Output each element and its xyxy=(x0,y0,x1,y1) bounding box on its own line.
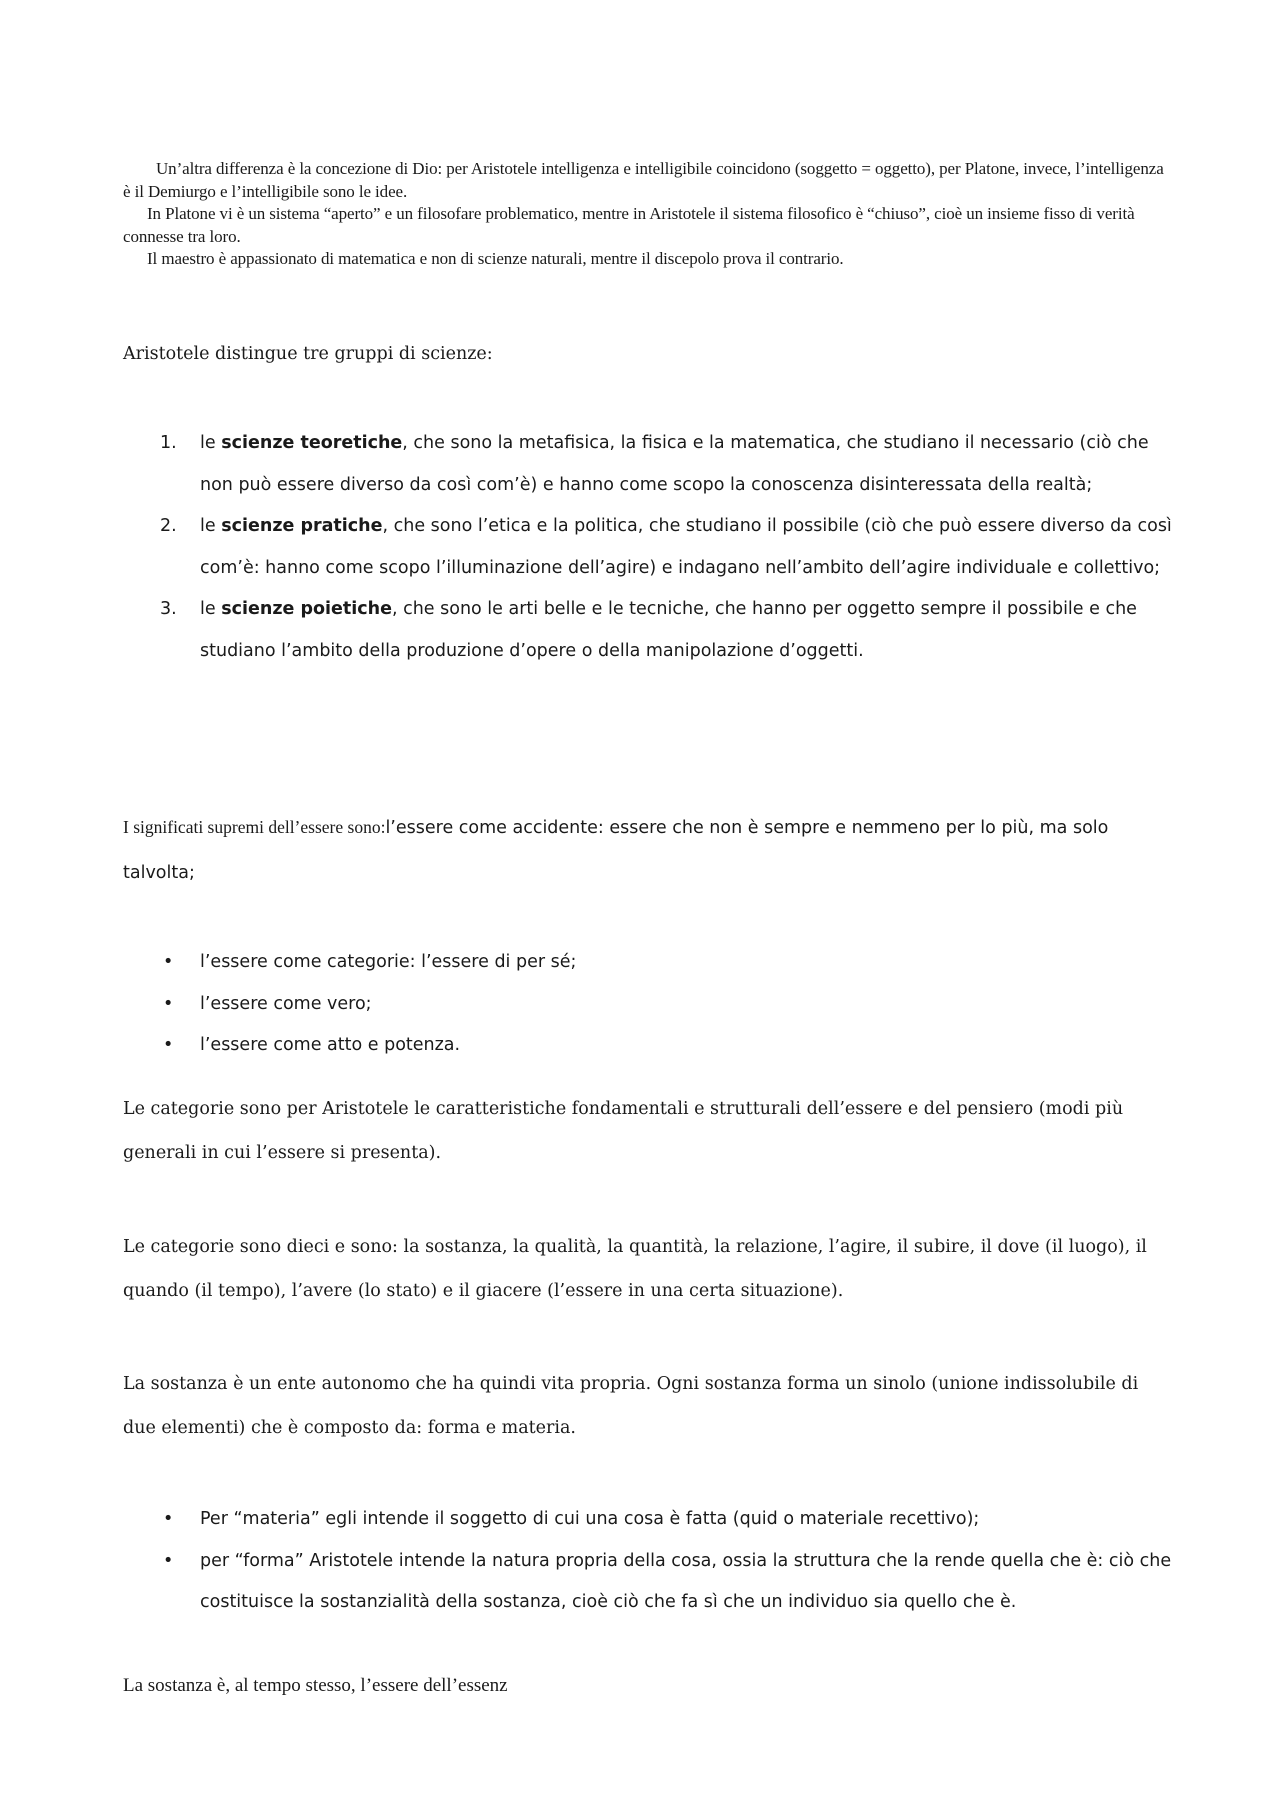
list-item-text: l’essere come vero; xyxy=(200,993,372,1014)
list-number: 2. xyxy=(160,516,177,536)
list-number: 1. xyxy=(160,433,177,453)
bullet-icon: • xyxy=(163,1035,174,1055)
list-item xyxy=(123,984,1173,1026)
significati-serif-part: I significati supremi dell’essere sono: xyxy=(123,817,386,837)
list-item-bold: scienze teoretiche xyxy=(221,433,403,453)
intro-paragraph-3: Il maestro è appassionato di matematica e non di scienze naturali, mentre il discepolo prova il contrario. xyxy=(147,249,844,268)
list-item xyxy=(123,1541,1173,1624)
list-item-text: l’essere come atto e potenza. xyxy=(200,1035,461,1055)
bullet-icon: • xyxy=(163,1550,174,1571)
significati-paragraph xyxy=(123,805,1173,895)
list-item-text: , che sono l’etica e la politica, che studiano il possibile (ciò che può essere diverso da così com’è: hanno come scopo l’illuminazione dell’agire) e indagano nell’ambito dell’agire individuale e collettivo; xyxy=(200,516,1172,578)
list-number: 3. xyxy=(160,599,177,619)
sostanza-text: La sostanza è un ente autonomo che ha quindi vita propria. Ogni sostanza forma un sinolo (unione indissolubile di due elementi) che è composto da: forma e materia. xyxy=(123,1374,1139,1438)
categorie-text-2: Le categorie sono dieci e sono: la sostanza, la qualità, la quantità, la relazione, l’agire, il subire, il dove (il luogo), il quando (il tempo), l’avere (lo stato) e il giacere (l’essere in una certa situazione). xyxy=(123,1237,1147,1301)
list-item-bold: scienze pratiche xyxy=(221,516,383,536)
list-item xyxy=(123,1499,1173,1541)
sostanza-paragraph xyxy=(123,1362,1173,1450)
sciences-heading xyxy=(123,334,1173,374)
bullet-icon: • xyxy=(163,952,174,972)
materia-forma-bullet-list xyxy=(123,1499,1173,1624)
bullet-icon: • xyxy=(163,1509,174,1529)
significati-sans-part: l’essere come accidente: essere che non è sempre e nemmeno per lo più, ma solo talvolta; xyxy=(123,818,1109,883)
categorie-paragraph-2 xyxy=(123,1225,1173,1313)
list-item-text: l’essere come categorie: l’essere di per sé; xyxy=(200,952,577,972)
list-item-text: , che sono le arti belle e le tecniche, che hanno per oggetto sempre il possibile e che studiano l’ambito della produzione d’opere o della manipolazione d’oggetti. xyxy=(200,599,1137,661)
list-item-prefix: le xyxy=(200,516,222,536)
list-item-bold: scienze poietiche xyxy=(221,599,392,619)
categorie-text-1: Le categorie sono per Aristotele le caratteristiche fondamentali e strutturali dell’essere e del pensiero (modi più generali in cui l’essere si presenta). xyxy=(123,1099,1124,1163)
list-item xyxy=(123,589,1173,672)
final-text: La sostanza è, al tempo stesso, l’essere dell’essenz xyxy=(123,1675,508,1696)
list-item-text: , che sono la metafisica, la fisica e la matematica, che studiano il necessario (ciò che non può essere diverso da così com’è) e hanno come scopo la conoscenza disinteressata della realtà; xyxy=(200,433,1149,495)
list-item-prefix: le xyxy=(200,599,222,619)
bullet-icon: • xyxy=(163,993,174,1014)
list-item xyxy=(123,423,1173,506)
sciences-heading-text: Aristotele distingue tre gruppi di scienze: xyxy=(123,344,493,364)
intro-paragraph-1: Un’altra differenza è la concezione di Dio: per Aristotele intelligenza e intelligibile coincidono (soggetto = oggetto), per Platone, invece, l’intelligenza è il Demiurgo e l’intelligibile sono le idee. xyxy=(123,159,1164,201)
sciences-list xyxy=(123,423,1173,672)
categorie-paragraph-1 xyxy=(123,1087,1173,1175)
list-item xyxy=(123,1025,1173,1067)
list-item-text: per “forma” Aristotele intende la natura propria della cosa, ossia la struttura che la rende quella che è: ciò che costituisce la sostanzialità della sostanza, cioè ciò che fa sì che un individuo sia quello che è. xyxy=(200,1550,1172,1612)
final-paragraph xyxy=(123,1664,1173,1708)
essere-bullet-list xyxy=(123,942,1173,1067)
significati-text xyxy=(123,805,1173,895)
list-item xyxy=(123,506,1173,589)
list-item xyxy=(123,942,1173,984)
intro-paragraph-2: In Platone vi è un sistema “aperto” e un filosofare problematico, mentre in Aristotele il sistema filosofico è “chiuso”, cioè un insieme fisso di verità connesse tra loro. xyxy=(123,204,1135,246)
list-item-prefix: le xyxy=(200,433,222,453)
list-item-text: Per “materia” egli intende il soggetto di cui una cosa è fatta (quid o materiale recettivo); xyxy=(200,1509,980,1529)
intro-paragraphs xyxy=(123,158,1173,271)
